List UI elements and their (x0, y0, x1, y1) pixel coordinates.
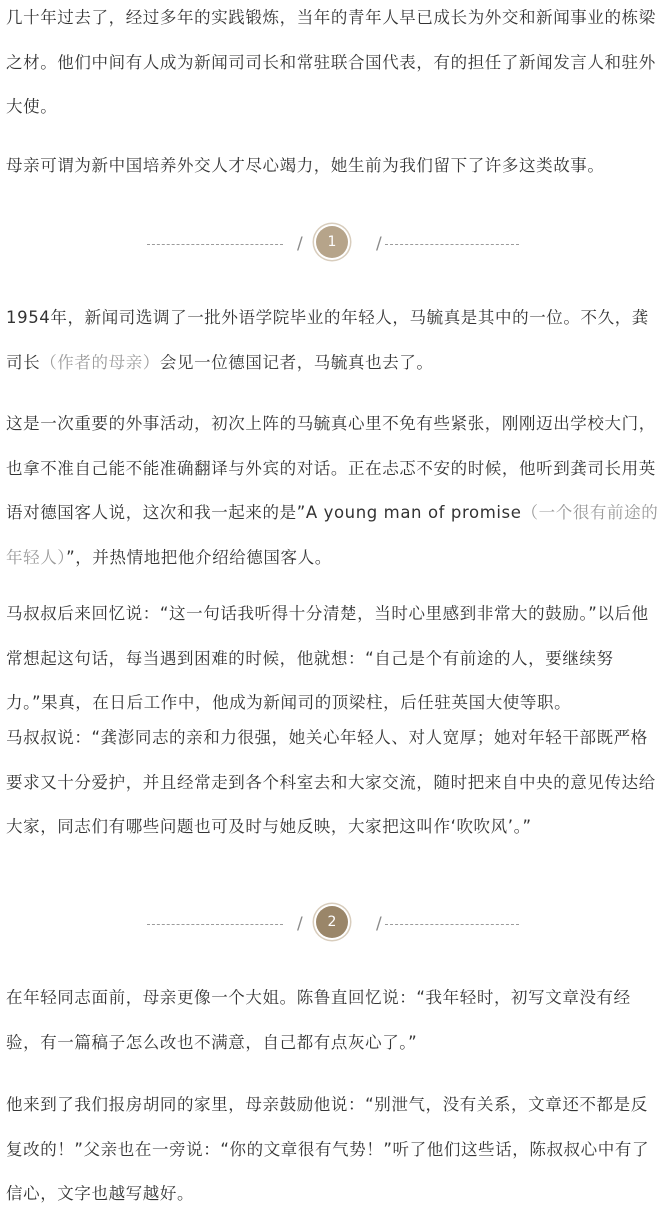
paragraph-3-text-a: 1954年，新闻司选调了一批外语学院毕业的年轻人，马毓真是其中的一位。不久，龚司长 (6, 308, 649, 372)
translation-annotation: （一个很有前途的年轻人） (6, 503, 659, 567)
divider-dash-left (147, 924, 283, 925)
section-divider-2 (0, 905, 666, 945)
divider-slash-right: / (376, 914, 382, 934)
divider-slash-right: / (376, 234, 382, 254)
divider-dash-left (147, 244, 283, 245)
divider-dash-right (385, 924, 519, 925)
paragraph-3-text-b: 会见一位德国记者，马毓真也去了。 (159, 352, 434, 372)
divider-slash-left: / (297, 234, 303, 254)
divider-slash-left: / (297, 914, 303, 934)
paragraph-4 (6, 402, 662, 580)
section-number-badge: 2 (316, 906, 348, 938)
paragraph-7: 在年轻同志面前，母亲更像一个大姐。陈鲁直回忆说：“我年轻时，初写文章没有经验，有一篇稿子怎么改也不满意，自己都有点灰心了。” (6, 988, 631, 1052)
paragraph-6: 马叔叔说：“龚澎同志的亲和力很强，她关心年轻人、对人宽厚；她对年轻干部既严格要求又十分爱护，并且经常走到各个科室去和大家交流，随时把来自中央的意见传达给大家，同志们有哪些问题也可及时与她反映，大家把这叫作‘吹吹风’。” (6, 728, 656, 836)
divider-dash-right (385, 244, 519, 245)
paragraph-2: 母亲可谓为新中国培养外交人才尽心竭力，她生前为我们留下了许多这类故事。 (6, 156, 605, 175)
section-number-badge: 1 (316, 226, 348, 258)
paragraph-4-text-b: ”，并热情地把他介绍给德国客人。 (66, 547, 332, 567)
author-note-annotation: （作者的母亲） (40, 352, 160, 372)
paragraph-3 (6, 296, 662, 385)
paragraph-8: 他来到了我们报房胡同的家里，母亲鼓励他说：“别泄气，没有关系，文章还不都是反复改的！”父亲也在一旁说：“你的文章很有气势！”听了他们这些话，陈叔叔心中有了信心，文字也越写越好。 (6, 1095, 650, 1203)
section-divider-1 (0, 225, 666, 265)
paragraph-1: 几十年过去了，经过多年的实践锻炼，当年的青年人早已成长为外交和新闻事业的栋梁之材。他们中间有人成为新闻司司长和常驻联合国代表，有的担任了新闻发言人和驻外大使。 (6, 8, 656, 116)
paragraph-4-text-a: 这是一次重要的外事活动，初次上阵的马毓真心里不免有些紧张，刚刚迈出学校大门，也拿不准自己能不能准确翻译与外宾的对话。正在忐忑不安的时候，他听到龚司长用英语对德国客人说，这次和我一起来的是”A young man of promise (6, 414, 656, 522)
paragraph-5: 马叔叔后来回忆说：“这一句话我听得十分清楚，当时心里感到非常大的鼓励。”以后他常想起这句话，每当遇到困难的时候，他就想：“自己是个有前途的人，要继续努力。”果真，在日后工作中，他成为新闻司的顶梁柱，后任驻英国大使等职。 (6, 604, 649, 712)
